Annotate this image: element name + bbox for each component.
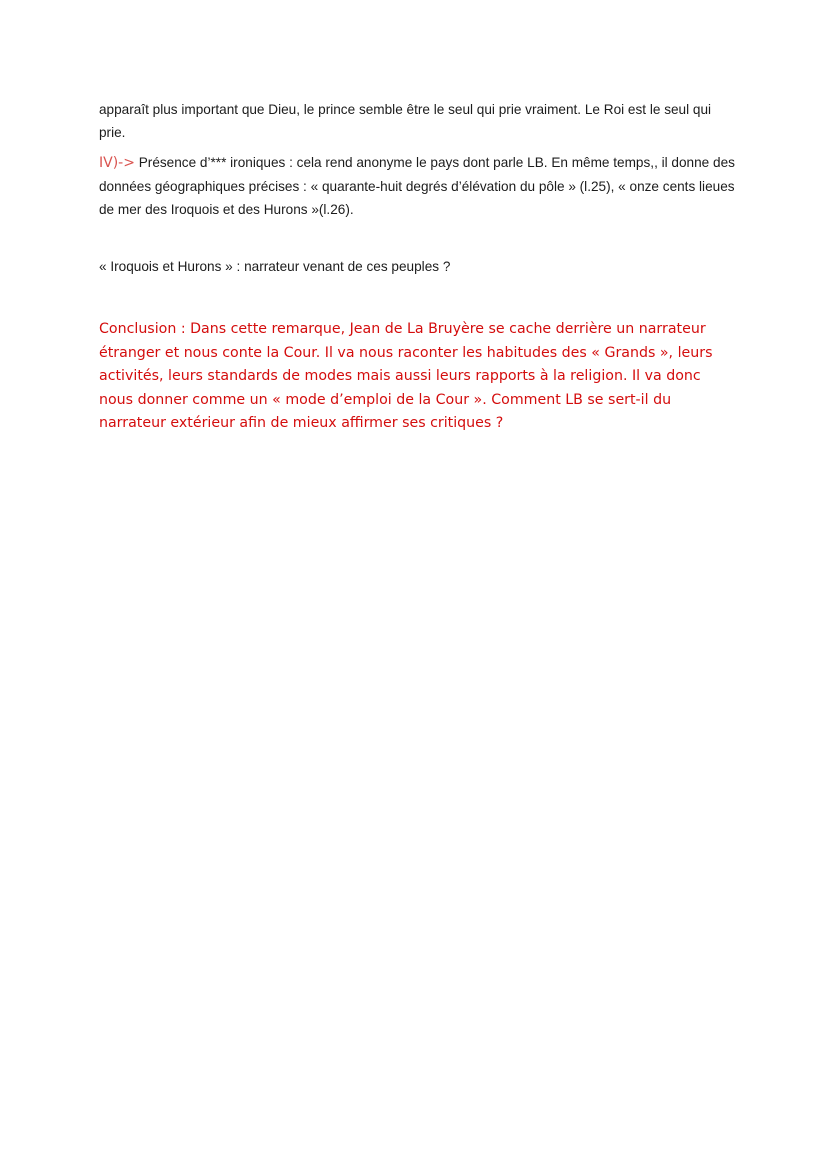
paragraph-iroquois-hurons: « Iroquois et Hurons » : narrateur venant de ces peuples ?	[99, 259, 451, 274]
section-iv-text: Présence d’*** ironiques : cela rend anonyme le pays dont parle LB. En même temps,, il donne des données géographiques précises : « quarante-huit degrés d’élévation du pôle » (l.25), « onze cents lieues de mer des Iroquois et des Hurons »(l.26).	[99, 155, 735, 217]
section-iv-marker: IV)->	[99, 155, 135, 171]
paragraph-prince-prayer: apparaît plus important que Dieu, le prince semble être le seul qui prie vraiment. Le Roi est le seul qui prie.	[99, 102, 712, 140]
conclusion-paragraph: Conclusion : Dans cette remarque, Jean de La Bruyère se cache derrière un narrateur étranger et nous conte la Cour. Il va nous raconter les habitudes des « Grands », leurs activités, leurs standards de modes mais aussi leurs rapports à la religion. Il va donc nous donner comme un « mode d’emploi de la Cour ». Comment LB se sert-il du narrateur extérieur afin de mieux affirmer ses critiques ?	[99, 321, 713, 432]
paragraph-section-iv	[99, 151, 739, 221]
